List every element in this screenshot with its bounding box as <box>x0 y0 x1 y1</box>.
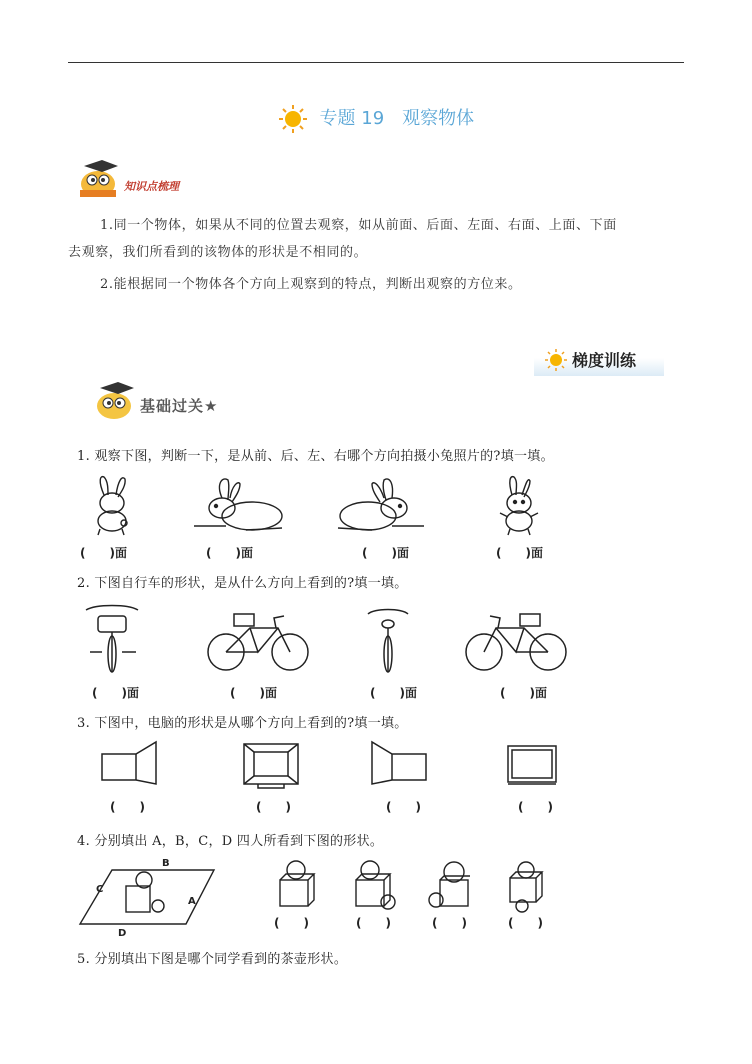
rabbit-front-image <box>496 473 542 537</box>
answer-blank[interactable]: ( ) <box>356 916 391 930</box>
view-shape-4 <box>504 860 546 914</box>
bicycle-right-image <box>464 604 568 672</box>
answer-blank[interactable]: ( )面 <box>230 686 277 700</box>
knowledge-point-2: 2.能根据同一个物体各个方向上观察到的特点，判断出观察的方位来。 <box>100 277 522 292</box>
answer-blank[interactable]: ( )面 <box>496 546 543 560</box>
title-text: 专题 19 观察物体 <box>319 108 475 129</box>
answer-blank[interactable]: ( ) <box>256 800 291 814</box>
answer-blank[interactable]: ( ) <box>110 800 145 814</box>
rabbit-left-image <box>186 474 286 536</box>
sun-icon <box>278 104 308 134</box>
bicycle-left-image <box>206 604 310 672</box>
header-rule <box>68 62 684 63</box>
answer-blank[interactable]: ( )面 <box>92 686 139 700</box>
sun-icon-small <box>544 348 568 372</box>
answer-blank[interactable]: ( )面 <box>362 546 409 560</box>
label-d: D <box>118 928 127 939</box>
page-title <box>0 104 752 134</box>
rabbit-back-image <box>90 473 134 537</box>
computer-back-image <box>242 742 300 790</box>
question-3-text: 3. 下图中，电脑的形状是从哪个方向上看到的?填一填。 <box>77 716 408 731</box>
answer-blank[interactable]: ( ) <box>432 916 467 930</box>
label-a: A <box>188 896 196 907</box>
answer-blank[interactable]: ( ) <box>518 800 553 814</box>
answer-blank[interactable]: ( )面 <box>206 546 253 560</box>
student-mascot-icon <box>76 156 124 200</box>
answer-blank[interactable]: ( ) <box>508 916 543 930</box>
view-shape-3 <box>426 860 472 914</box>
label-b: B <box>162 858 170 869</box>
knowledge-point-1-cont: 去观察，我们所看到的该物体的形状是不相同的。 <box>68 245 368 260</box>
answer-blank[interactable]: ( ) <box>274 916 309 930</box>
student-mascot-icon-2 <box>92 378 138 422</box>
training-label <box>534 346 664 376</box>
computer-right-image <box>370 740 428 786</box>
basic-level-label: 基础过关★ <box>140 397 219 415</box>
question-4-text: 4. 分别填出 A，B，C，D 四人所看到下图的形状。 <box>77 834 384 849</box>
label-c: C <box>96 884 104 895</box>
bicycle-front-image <box>82 602 142 674</box>
knowledge-point-1: 1.同一个物体，如果从不同的位置去观察，如从前面、后面、左面、右面、上面、下面 <box>100 218 617 233</box>
bicycle-back-image <box>364 604 412 674</box>
answer-blank[interactable]: ( )面 <box>500 686 547 700</box>
view-shape-2 <box>354 860 398 914</box>
rabbit-right-image <box>336 474 432 536</box>
computer-front-image <box>506 744 558 786</box>
training-label-text: 梯度训练 <box>572 351 637 370</box>
knowledge-badge-label: 知识点梳理 <box>124 180 179 193</box>
view-shape-1 <box>276 860 316 914</box>
question-1-text: 1. 观察下图，判断一下，是从前、后、左、右哪个方向拍摄小兔照片的?填一填。 <box>77 449 554 464</box>
cube-ball-scene-image <box>78 858 220 938</box>
answer-blank[interactable]: ( )面 <box>370 686 417 700</box>
computer-left-image <box>100 740 158 786</box>
question-2-text: 2. 下图自行车的形状，是从什么方向上看到的?填一填。 <box>77 576 408 591</box>
question-5-text: 5. 分别填出下图是哪个同学看到的茶壶形状。 <box>77 952 348 967</box>
answer-blank[interactable]: ( )面 <box>80 546 127 560</box>
answer-blank[interactable]: ( ) <box>386 800 421 814</box>
